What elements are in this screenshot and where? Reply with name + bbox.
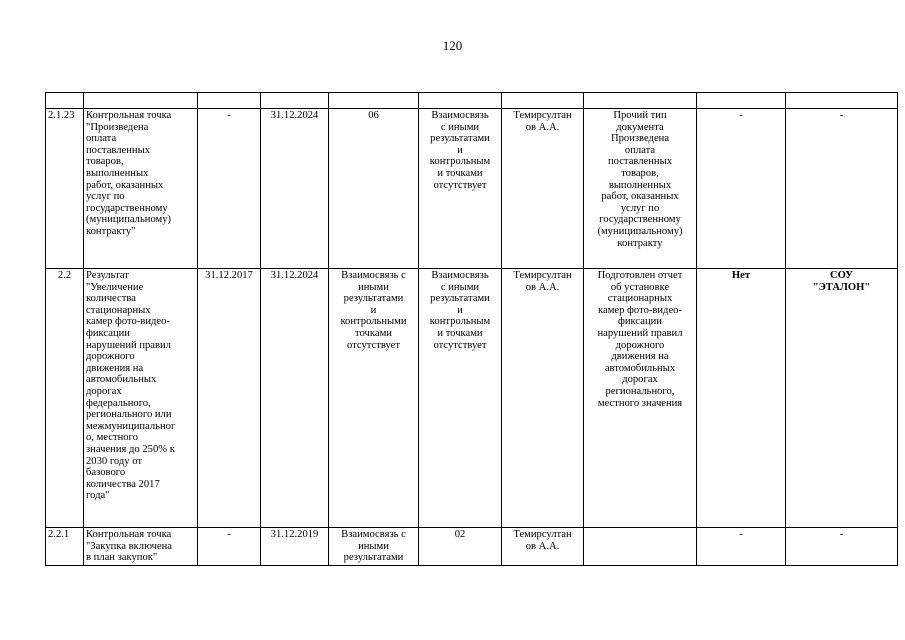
row-system: -	[786, 109, 898, 269]
header-cell	[419, 93, 502, 109]
row-flag: Нет	[697, 269, 786, 528]
header-cell	[329, 93, 419, 109]
row-end-date: 31.12.2024	[261, 109, 329, 269]
row-responsible: Темирсултан ов А.А.	[502, 109, 584, 269]
header-cell	[46, 93, 84, 109]
row-code: 2.1.23	[46, 109, 84, 269]
header-cell	[697, 93, 786, 109]
row-code: 2.2.1	[46, 528, 84, 566]
row-document	[584, 528, 697, 566]
row-relation: 02	[419, 528, 502, 566]
row-code: 2.2	[46, 269, 84, 528]
row-start-date: 31.12.2017	[198, 269, 261, 528]
row-relation: Взаимосвязь с иными результатами и контрольным и точками отсутствует	[419, 109, 502, 269]
row-name: Контрольная точка "Закупка включена в план закупок"	[84, 528, 198, 566]
row-relation: Взаимосвязь с иными результатами и контрольным и точками отсутствует	[419, 269, 502, 528]
header-cell	[584, 93, 697, 109]
header-cell	[786, 93, 898, 109]
row-responsible: Темирсултан ов А.А.	[502, 528, 584, 566]
page-number: 120	[442, 38, 463, 53]
header-cell	[502, 93, 584, 109]
row-link: Взаимосвязь с иными результатами	[329, 528, 419, 566]
row-system: -	[786, 528, 898, 566]
header-cell	[84, 93, 198, 109]
table-row	[46, 109, 898, 269]
header-cell	[261, 93, 329, 109]
row-flag: -	[697, 109, 786, 269]
row-name: Результат "Увеличение количества стационарных камер фото-видео- фиксации нарушений правил дорожного движения на автомобильных дорогах федерального, регионального или межмуниципальног о, местного значения до 250% к 2030 году от базового количества 2017 года"	[84, 269, 198, 528]
row-end-date: 31.12.2024	[261, 269, 329, 528]
row-flag: -	[697, 528, 786, 566]
row-system: СОУ "ЭТАЛОН"	[786, 269, 898, 528]
row-link: Взаимосвязь с иными результатами и контрольными точками отсутствует	[329, 269, 419, 528]
row-document: Прочий тип документа Произведена оплата поставленных товаров, выполненных работ, оказанных услуг по государственному (муниципальному) контракту	[584, 109, 697, 269]
row-link: 06	[329, 109, 419, 269]
table-row	[46, 528, 898, 566]
table-row	[46, 269, 898, 528]
header-cell	[198, 93, 261, 109]
row-document: Подготовлен отчет об установке стационарных камер фото-видео- фиксации нарушений правил дорожного движения на автомобильных дорогах регионального, местного значения	[584, 269, 697, 528]
row-end-date: 31.12.2019	[261, 528, 329, 566]
table-header-strip	[46, 93, 898, 109]
plan-table	[45, 92, 898, 566]
row-responsible: Темирсултан ов А.А.	[502, 269, 584, 528]
row-name: Контрольная точка "Произведена оплата поставленных товаров, выполненных работ, оказанных услуг по государственному (муниципальному) контракту"	[84, 109, 198, 269]
row-start-date: -	[198, 528, 261, 566]
row-start-date: -	[198, 109, 261, 269]
